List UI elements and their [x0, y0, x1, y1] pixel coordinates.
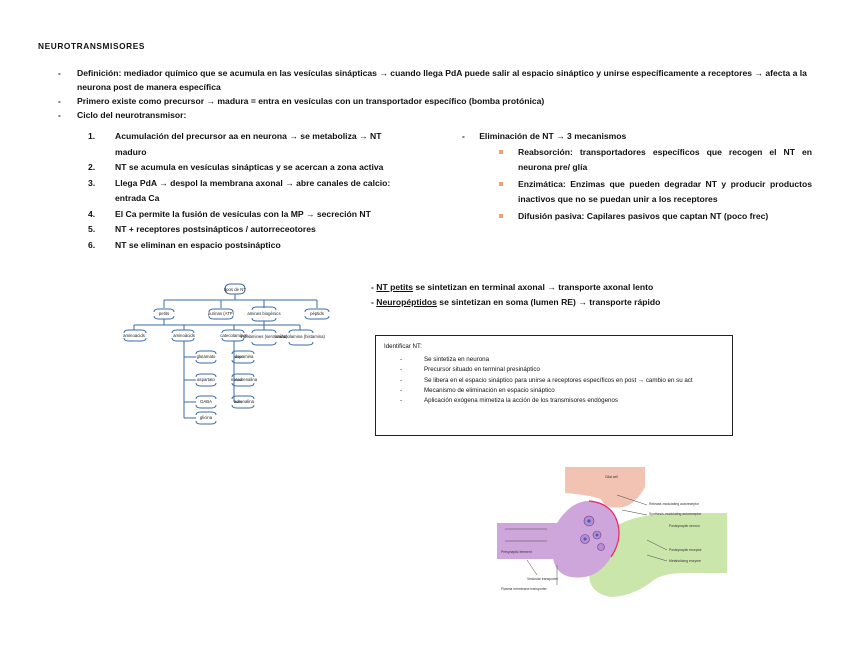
- tree-leaf: aspartato: [197, 377, 215, 382]
- bullet-square-icon: [499, 214, 503, 218]
- synapse-illustration: [497, 465, 727, 600]
- list-item: 5. NT + receptores postsinápticos / autorreceotores: [88, 224, 316, 234]
- synapse-label: Synthesis-modulating autoreceptor: [649, 512, 702, 516]
- elimination-mechanisms: [497, 145, 812, 226]
- bullet-square-icon: [499, 182, 503, 186]
- tree-leaf: adrenalina: [233, 399, 255, 404]
- tree-root: tipos de NT: [224, 287, 246, 292]
- neurotransmitter-cycle-list: [88, 129, 408, 253]
- tree-node: aminoacids: [123, 333, 145, 338]
- list-item: - Aplicación exógena mimetiza la acción de los transmisores endógenos: [400, 397, 618, 405]
- list-item: 3. Llega PdA → despol la membrana axonal → abre canales de calcio: entrada Ca: [88, 177, 391, 203]
- nt-synthesis-notes: [371, 280, 660, 310]
- list-item: Difusión pasiva: Capilares pasivos que captan NT (poco frec): [497, 209, 812, 224]
- definition-bullets: [50, 66, 820, 122]
- list-item: 4. El Ca permite la fusión de vesículas con la MP → secreción NT: [88, 208, 371, 219]
- list-item: - Neuropéptidos se sintetizan en soma (lumen RE) → transporte rápido: [371, 297, 661, 307]
- tree-node: pèptids: [310, 311, 324, 316]
- tree-leaf: GABA: [200, 399, 212, 404]
- tree-leaf: dopamina: [234, 354, 254, 359]
- tree-leaf: noradrenalina: [230, 377, 258, 382]
- page-title: NEUROTRANSMISORES: [38, 41, 146, 51]
- tree-leaf: glicina: [199, 415, 213, 420]
- nt-types-tree: [112, 280, 342, 440]
- list-item: - Definición: mediador químico que se acumula en las vesículas sinápticas → cuando llega PdA puede salir al espacio sináptico y unirse específicamente a receptores → afecta a la neurona post de manera específica: [58, 68, 807, 92]
- synapse-label: Postsynaptic receptor: [669, 548, 702, 552]
- elimination-heading: - Eliminación de NT → 3 mecanismos: [462, 131, 627, 141]
- synapse-label: Vesicular transporter: [527, 577, 559, 581]
- list-item: 6. NT se eliminan en espacio postsináptico: [88, 239, 281, 250]
- tree-node: indolamines (serotonina): [240, 334, 288, 339]
- identify-nt-list: [400, 355, 725, 406]
- identify-nt-title: Identificar NT:: [384, 343, 422, 350]
- list-item: Reabsorción: transportadores específicos que recogen el NT en neurona pre/ glía: [497, 145, 812, 175]
- tree-node: aminoàcids: [173, 333, 195, 338]
- list-item: 2. NT se acumula en vesículas sinápticas y se acercan a zona activa: [88, 162, 384, 172]
- synapse-label: Metabolizing enzyme: [669, 559, 701, 563]
- tree-node: purinas (ATP): [207, 311, 235, 316]
- list-item: 1. Acumulación del precursor aa en neurona → se metaboliza → NT maduro: [88, 131, 382, 157]
- list-item: - Precursor situado en terminal presináptico: [400, 366, 540, 374]
- identify-nt-box: [375, 335, 733, 436]
- synapse-label: Release-modulating autoreceptor: [649, 502, 700, 506]
- list-item: - Ciclo del neurotransmisor:: [58, 110, 187, 120]
- tree-node: amines biogènics: [247, 311, 281, 316]
- list-item: - Mecanismo de eliminación en espacio sináptico: [400, 386, 555, 394]
- tree-node: petits: [158, 311, 170, 316]
- tree-node: imidazolamina (histamina): [275, 334, 325, 339]
- tree-node: catecolamines: [220, 333, 248, 338]
- synapse-label: Plasma membrane transporter: [501, 587, 547, 591]
- list-item: Enzimática: Enzimas que pueden degradar NT y producir productos inactivos que no se puedan unir a los receptores: [497, 177, 812, 207]
- list-item: - Se sintetiza en neurona: [400, 356, 490, 363]
- synapse-label: Glial cell: [605, 475, 618, 479]
- synapse-label: Presynaptic element: [501, 550, 532, 554]
- list-item: - Primero existe como precursor → madura = entra en vesículas con un transportador específico (bomba protónica): [58, 96, 545, 106]
- tree-leaf: glutamato: [196, 354, 216, 359]
- list-item: - NT petits se sintetizan en terminal axonal → transporte axonal lento: [371, 282, 654, 292]
- list-item: - Se libera en el espacio sináptico para unirse a receptores específicos en post → cambio en su act: [400, 376, 693, 384]
- bullet-square-icon: [499, 150, 503, 154]
- synapse-label: Postsynaptic neuron: [669, 524, 700, 528]
